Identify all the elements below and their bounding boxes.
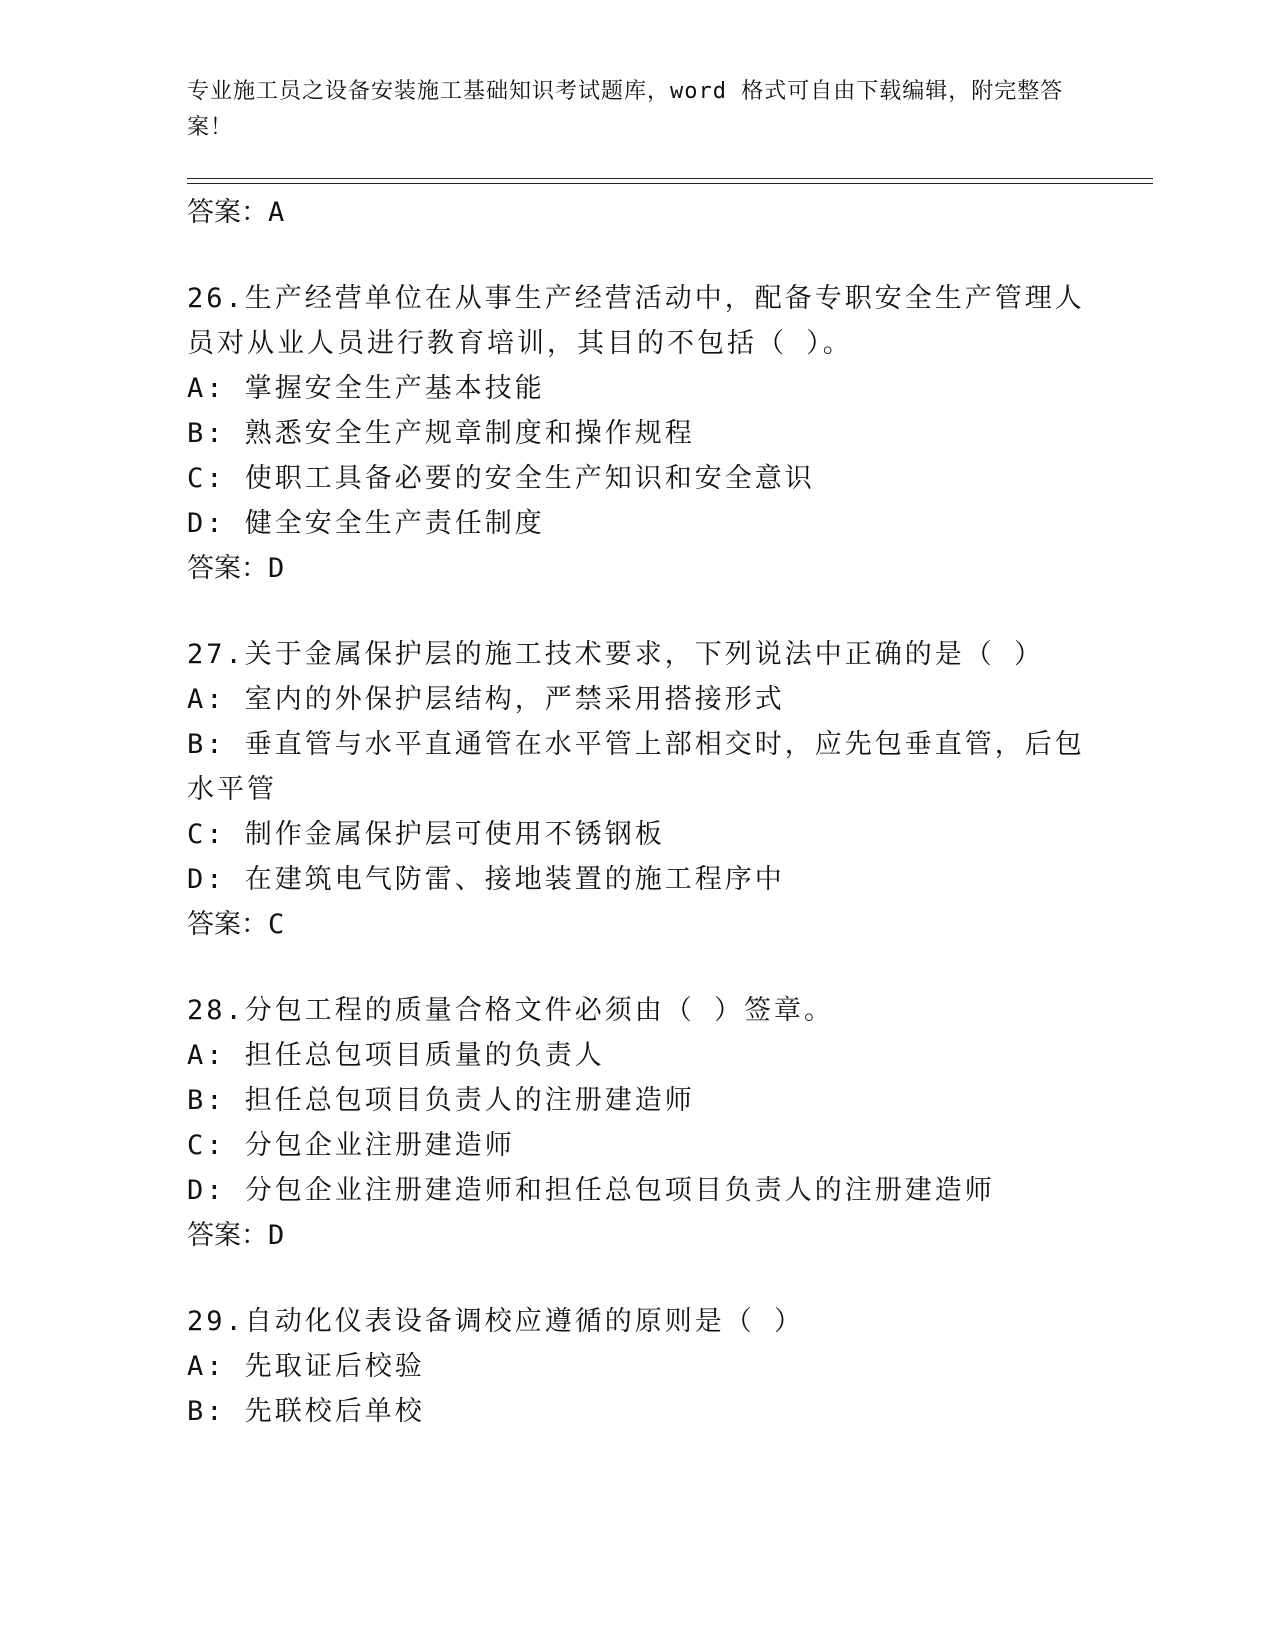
option-a: A: 掌握安全生产基本技能 — [187, 373, 545, 404]
option-d: D: 分包企业注册建造师和担任总包项目负责人的注册建造师 — [187, 1175, 995, 1206]
question-text: 29.自动化仪表设备调校应遵循的原则是（ ） — [187, 1306, 805, 1337]
answer-value: D — [268, 553, 285, 584]
question-answer — [187, 902, 1087, 948]
answer-value: A — [268, 197, 285, 228]
question-text: 26.生产经营单位在从事生产经营活动中，配备专职安全生产管理人员对从业人员进行教育培训，其目的不包括（ ）。 — [187, 283, 1085, 359]
question-text: 28.分包工程的质量合格文件必须由（ ）签章。 — [187, 995, 835, 1026]
answer-label: 答案： — [187, 553, 268, 584]
answer-label: 答案： — [187, 1220, 268, 1251]
answer-value: D — [268, 1220, 285, 1251]
option-b: B: 先联校后单校 — [187, 1396, 425, 1427]
option-b: B: 担任总包项目负责人的注册建造师 — [187, 1085, 695, 1116]
answer-label: 答案： — [187, 909, 268, 940]
option-a: A: 室内的外保护层结构，严禁采用搭接形式 — [187, 684, 785, 715]
question-answer — [187, 1213, 1087, 1259]
option-b: B: 熟悉安全生产规章制度和操作规程 — [187, 418, 695, 449]
option-c: C: 分包企业注册建造师 — [187, 1130, 515, 1161]
option-a: A: 先取证后校验 — [187, 1351, 425, 1382]
document-header: 专业施工员之设备安装施工基础知识考试题库，word 格式可自由下载编辑，附完整答案！ — [187, 79, 1064, 140]
option-c: C: 制作金属保护层可使用不锈钢板 — [187, 819, 665, 850]
header-rule-top — [187, 178, 1153, 179]
option-d: D: 健全安全生产责任制度 — [187, 508, 545, 539]
answer-label: 答案： — [187, 197, 268, 228]
question-27 — [187, 632, 1087, 948]
question-28 — [187, 988, 1087, 1259]
header-rule-bottom — [187, 183, 1153, 184]
option-b: B: 垂直管与水平直通管在水平管上部相交时，应先包垂直管，后包水平管 — [187, 729, 1085, 805]
option-d: D: 在建筑电气防雷、接地装置的施工程序中 — [187, 864, 785, 895]
answer-value: C — [268, 909, 285, 940]
question-list — [187, 190, 1087, 1434]
question-text: 27.关于金属保护层的施工技术要求，下列说法中正确的是（ ） — [187, 639, 1045, 670]
question-answer — [187, 546, 1087, 592]
option-c: C: 使职工具备必要的安全生产知识和安全意识 — [187, 463, 815, 494]
option-a: A: 担任总包项目质量的负责人 — [187, 1040, 605, 1071]
question-29 — [187, 1299, 1087, 1434]
previous-answer — [187, 190, 1087, 236]
question-26 — [187, 276, 1087, 592]
